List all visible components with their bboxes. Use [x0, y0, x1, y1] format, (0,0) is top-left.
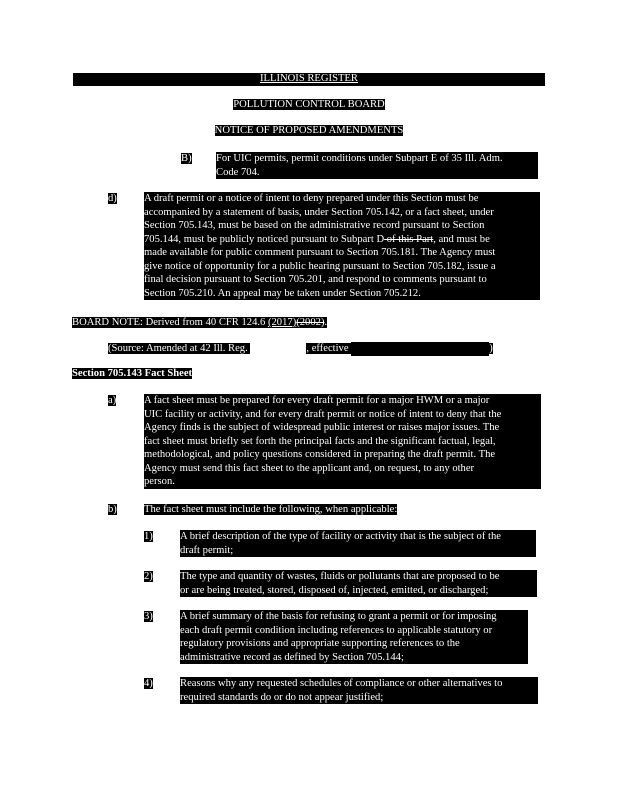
header-board-text: POLLUTION CONTROL BOARD	[233, 99, 385, 110]
sub-4-text: Reasons why any requested schedules of compliance or other alternatives to required standards do or do not appear justified;	[180, 677, 538, 704]
item-b-label: b)	[108, 504, 117, 515]
item-a-label: a)	[108, 395, 117, 406]
item-a-text: A fact sheet must be prepared for every draft permit for a major HWM or a major UIC facility or activity, and for every draft permit or notice of intent to deny that the Agency finds is the subject of widespread public interest or raises major issues. The fact sheet must briefly set forth the principal facts and the significant factual, legal, methodological, and policy questions considered in preparing the draft permit. The Agency must send this fact sheet to the applicant and, on request, to any other person.	[144, 394, 541, 489]
struck-text: of this Part	[384, 233, 434, 245]
item-B-label: B)	[181, 153, 192, 164]
item-b-text: The fact sheet must include the following, when applicable:	[144, 504, 398, 515]
sub-4-label: 4)	[144, 678, 153, 689]
item-d-text: A draft permit or a notice of intent to deny prepared under this Section must be accompanied by a statement of basis, under Section 705.142, or a fact sheet, under Section 705.143, must be based on the administrative record pursuant to Section 705.144, must be publicly noticed pursuant to Subpart D of this Part, and must be made available for public comment pursuant to Section 705.181. The Agency must give notice of opportunity for a public hearing pursuant to Section 705.182, issue a final decision pursuant to Section 705.201, and respond to comments pursuant to Section 705.210. An appeal may be taken under Section 705.212.	[144, 192, 540, 300]
sub-1-text: A brief description of the type of facility or activity that is the subject of the draft permit;	[180, 530, 536, 557]
header-register: ILLINOIS REGISTER	[260, 73, 358, 84]
source-note: (Source: Amended at 42 Ill. Reg. , effective )	[108, 343, 493, 354]
board-note: BOARD NOTE: Derived from 40 CFR 124.6 (2017)(2002).	[72, 317, 328, 328]
sub-3-label: 3)	[144, 611, 153, 622]
deleted-text: (2002)	[296, 317, 325, 328]
inserted-text: (2017)	[267, 317, 297, 328]
section-heading: Section 705.143 Fact Sheet	[72, 368, 193, 379]
sub-2-label: 2)	[144, 571, 153, 582]
header-notice-text: NOTICE OF PROPOSED AMENDMENTS	[214, 125, 404, 136]
item-d-label: d)	[108, 193, 117, 204]
header-notice	[0, 124, 618, 138]
sub-3-text: A brief summary of the basis for refusing to grant a permit or for imposing each draft permit condition including references to applicable statutory or regulatory provisions and appropriate supporting references to the administrative record as defined by Section 705.144;	[180, 610, 528, 664]
header-board	[0, 98, 618, 112]
sub-2-text: The type and quantity of wastes, fluids or pollutants that are proposed to be or are being treated, stored, disposed of, injected, emitted, or discharged;	[180, 570, 537, 597]
item-B-text: For UIC permits, permit conditions under Subpart E of 35 Ill. Adm. Code 704.	[216, 152, 538, 179]
sub-1-label: 1)	[144, 531, 153, 542]
